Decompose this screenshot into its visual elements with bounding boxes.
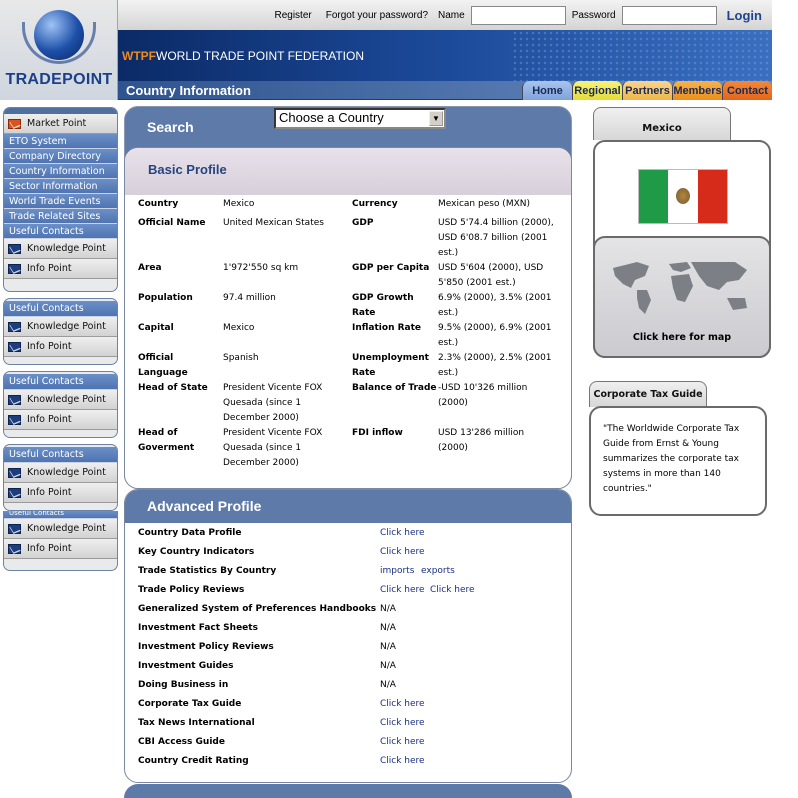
basic-value: 9.5% (2000), 6.9% (2001 est.): [438, 323, 552, 348]
advanced-link: N/A: [380, 642, 396, 652]
basic-label: Official Name: [138, 218, 206, 228]
sidebar-group-2: [3, 298, 118, 365]
basic-value: 97.4 million: [223, 293, 276, 303]
sidebar-link-company-directory[interactable]: Company Directory: [4, 149, 117, 164]
corporate-tax-text: "The Worldwide Corporate Tax Guide from Ernst & Young summarizes the corporate tax systems in more than 140 countries.": [603, 424, 740, 494]
basic-value: President Vicente FOX Quesada (since 1 December 2000): [223, 428, 323, 468]
envelope-icon: [8, 264, 21, 274]
basic-label: GDP per Capita: [352, 263, 430, 273]
advanced-label: Investment Guides: [138, 661, 234, 671]
advanced-link: N/A: [380, 604, 396, 614]
chevron-down-icon[interactable]: ▼: [429, 111, 443, 126]
basic-value: Mexico: [223, 323, 255, 333]
envelope-icon: [8, 244, 21, 254]
sidebar-item-label: Knowledge Point: [27, 467, 106, 478]
federation-name: WORLD TRADE POINT FEDERATION: [156, 49, 365, 63]
basic-label: Head of Goverment: [138, 428, 195, 453]
basic-profile-title: Basic Profile: [125, 148, 571, 195]
basic-value: 6.9% (2000), 3.5% (2001 est.): [438, 293, 552, 318]
world-map-decoration: [512, 30, 772, 81]
advanced-link[interactable]: Click here: [380, 756, 425, 766]
search-title: Search: [147, 119, 194, 135]
country-tab: Mexico: [593, 107, 731, 140]
advanced-profile-title: Advanced Profile: [125, 490, 571, 523]
top-login-bar: [118, 0, 772, 30]
basic-value: USD 5'74.4 billion (2000), USD 6'08.7 billion (2001 est.): [438, 218, 554, 258]
basic-label: Inflation Rate: [352, 323, 422, 333]
federation-prefix: WTPF: [122, 49, 156, 63]
basic-label: Balance of Trade: [352, 383, 437, 393]
sidebar-item-knowledge-point[interactable]: [4, 317, 117, 337]
name-label: Name: [438, 9, 465, 21]
basic-value: President Vicente FOX Quesada (since 1 December 2000): [223, 383, 323, 423]
page-title: Country Information: [126, 83, 251, 98]
register-link[interactable]: Register: [274, 9, 312, 21]
sidebar-item-info-point[interactable]: [4, 410, 117, 430]
map-link[interactable]: Click here for map: [632, 332, 732, 343]
advanced-label: Country Credit Rating: [138, 756, 249, 766]
advanced-label: Doing Business in: [138, 680, 229, 690]
advanced-link[interactable]: Click here: [380, 585, 425, 595]
envelope-icon: [8, 524, 21, 534]
logo-text: TRADEPOINT: [5, 71, 113, 88]
basic-label: FDI inflow: [352, 428, 403, 438]
sidebar-link-country-information[interactable]: Country Information: [4, 164, 117, 179]
advanced-link[interactable]: imports: [380, 566, 415, 576]
advanced-link: N/A: [380, 623, 396, 633]
envelope-icon: [8, 322, 21, 332]
sidebar-item-label: Info Point: [27, 414, 72, 425]
sidebar-link-trade-related-sites[interactable]: Trade Related Sites: [4, 209, 117, 224]
advanced-label: Generalized System of Preferences Handbooks: [138, 604, 377, 614]
sidebar-item-info-point[interactable]: [4, 259, 117, 279]
advanced-link: N/A: [380, 680, 396, 690]
envelope-icon: [8, 342, 21, 352]
basic-label: Country: [138, 199, 179, 209]
basic-value: USD 13'286 million (2000): [438, 428, 525, 453]
basic-label: Unemployment Rate: [352, 353, 429, 378]
basic-label: Official Language: [138, 353, 188, 378]
envelope-icon: [8, 488, 21, 498]
sidebar-group-5: [3, 511, 118, 571]
corporate-tax-tab[interactable]: Corporate Tax Guide: [589, 381, 707, 407]
world-map-icon: [607, 256, 757, 318]
page-title-bar: [118, 81, 772, 100]
advanced-link[interactable]: Click here: [380, 528, 425, 538]
sidebar-item-label: Knowledge Point: [27, 243, 106, 254]
advanced-link[interactable]: Click here: [380, 718, 425, 728]
sidebar-item-info-point[interactable]: [4, 483, 117, 503]
basic-value: United Mexican States: [223, 218, 324, 228]
sidebar-item-info-point[interactable]: [4, 539, 117, 559]
basic-value: -USD 10'326 million (2000): [438, 383, 528, 408]
sidebar-group-3: [3, 371, 118, 438]
basic-profile-panel: [124, 147, 572, 489]
globe-icon: [34, 10, 84, 60]
basic-label: Currency: [352, 199, 398, 209]
basic-label: GDP Growth Rate: [352, 293, 414, 318]
advanced-label: CBI Access Guide: [138, 737, 225, 747]
sidebar-item-market-point[interactable]: [4, 114, 117, 134]
login-button[interactable]: Login: [726, 7, 762, 23]
next-panel-edge: [124, 784, 572, 798]
forgot-password-link[interactable]: Forgot your password?: [325, 9, 429, 21]
password-input[interactable]: [622, 6, 717, 25]
sidebar-link-useful-contacts[interactable]: Useful Contacts: [4, 224, 117, 239]
sidebar-link-useful-contacts[interactable]: Useful Contacts: [4, 301, 117, 317]
market-point-icon: [8, 119, 21, 129]
nav-partners[interactable]: Partners: [622, 81, 672, 100]
envelope-icon: [8, 415, 21, 425]
nav-regional[interactable]: Regional: [572, 81, 622, 100]
advanced-link[interactable]: Click here: [430, 585, 475, 595]
advanced-link[interactable]: exports: [421, 566, 455, 576]
sidebar-item-label: Knowledge Point: [27, 394, 106, 405]
advanced-label: Investment Policy Reviews: [138, 642, 274, 652]
basic-label: GDP: [352, 218, 374, 228]
sidebar-item-label: Info Point: [27, 543, 72, 554]
advanced-label: Key Country Indicators: [138, 547, 255, 557]
sidebar-item-label: Info Point: [27, 341, 72, 352]
federation-banner: [118, 30, 772, 81]
password-label: Password: [571, 9, 616, 21]
sidebar-link-sector-information[interactable]: Sector Information: [4, 179, 117, 194]
advanced-label: Corporate Tax Guide: [138, 699, 242, 709]
sidebar-item-label: Info Point: [27, 487, 72, 498]
sidebar-item-knowledge-point[interactable]: [4, 519, 117, 539]
advanced-profile-panel: [124, 489, 572, 783]
basic-label: Area: [138, 263, 162, 273]
advanced-label: Trade Statistics By Country: [138, 566, 277, 576]
sidebar-item-knowledge-point[interactable]: [4, 239, 117, 259]
sidebar-link-useful-contacts[interactable]: Useful Contacts: [4, 447, 117, 463]
coat-of-arms-icon: [676, 188, 690, 204]
advanced-label: Trade Policy Reviews: [138, 585, 245, 595]
envelope-icon: [8, 468, 21, 478]
tradepoint-logo[interactable]: [0, 0, 118, 100]
advanced-label: Investment Fact Sheets: [138, 623, 258, 633]
sidebar-item-label: Market Point: [27, 118, 87, 129]
sidebar-group-4: [3, 444, 118, 511]
advanced-link[interactable]: Click here: [380, 699, 425, 709]
basic-label: Head of State: [138, 383, 208, 393]
sidebar-group-main: [3, 107, 118, 292]
name-input[interactable]: [471, 6, 566, 25]
sidebar-item-label: Knowledge Point: [27, 321, 106, 332]
sidebar-item-knowledge-point[interactable]: [4, 390, 117, 410]
mexico-flag: [638, 169, 728, 224]
sidebar-item-label: Info Point: [27, 263, 72, 274]
sidebar-item-label: Knowledge Point: [27, 523, 106, 534]
map-card[interactable]: [593, 236, 771, 358]
basic-value: Mexican peso (MXN): [438, 199, 530, 209]
country-select[interactable]: [274, 108, 446, 129]
basic-label: Population: [138, 293, 193, 303]
federation-title: [122, 49, 364, 63]
advanced-label: Tax News International: [138, 718, 255, 728]
sidebar-item-knowledge-point[interactable]: [4, 463, 117, 483]
nav-home[interactable]: Home: [522, 81, 572, 100]
basic-value: 2.3% (2000), 2.5% (2001 est.): [438, 353, 552, 378]
basic-value: Mexico: [223, 199, 255, 209]
basic-value: USD 5'604 (2000), USD 5'850 (2001 est.): [438, 263, 544, 288]
sidebar-link-useful-contacts[interactable]: Useful Contacts: [4, 374, 117, 390]
sidebar-link-world-trade-events[interactable]: World Trade Events: [4, 194, 117, 209]
country-select-value: Choose a Country: [279, 110, 384, 125]
basic-value: Spanish: [223, 353, 259, 363]
nav-members[interactable]: Members: [672, 81, 722, 100]
sidebar-item-info-point[interactable]: [4, 337, 117, 357]
advanced-label: Country Data Profile: [138, 528, 242, 538]
advanced-link[interactable]: Click here: [380, 547, 425, 557]
advanced-link: N/A: [380, 661, 396, 671]
basic-label: Capital: [138, 323, 174, 333]
basic-value: 1'972'550 sq km: [223, 263, 299, 273]
envelope-icon: [8, 395, 21, 405]
nav-contact[interactable]: Contact: [722, 81, 772, 100]
envelope-icon: [8, 544, 21, 554]
sidebar-link-useful-contacts[interactable]: Useful Contacts: [4, 511, 117, 519]
corporate-tax-card: [589, 406, 767, 516]
sidebar-link-eto-system[interactable]: ETO System: [4, 134, 117, 149]
advanced-link[interactable]: Click here: [380, 737, 425, 747]
